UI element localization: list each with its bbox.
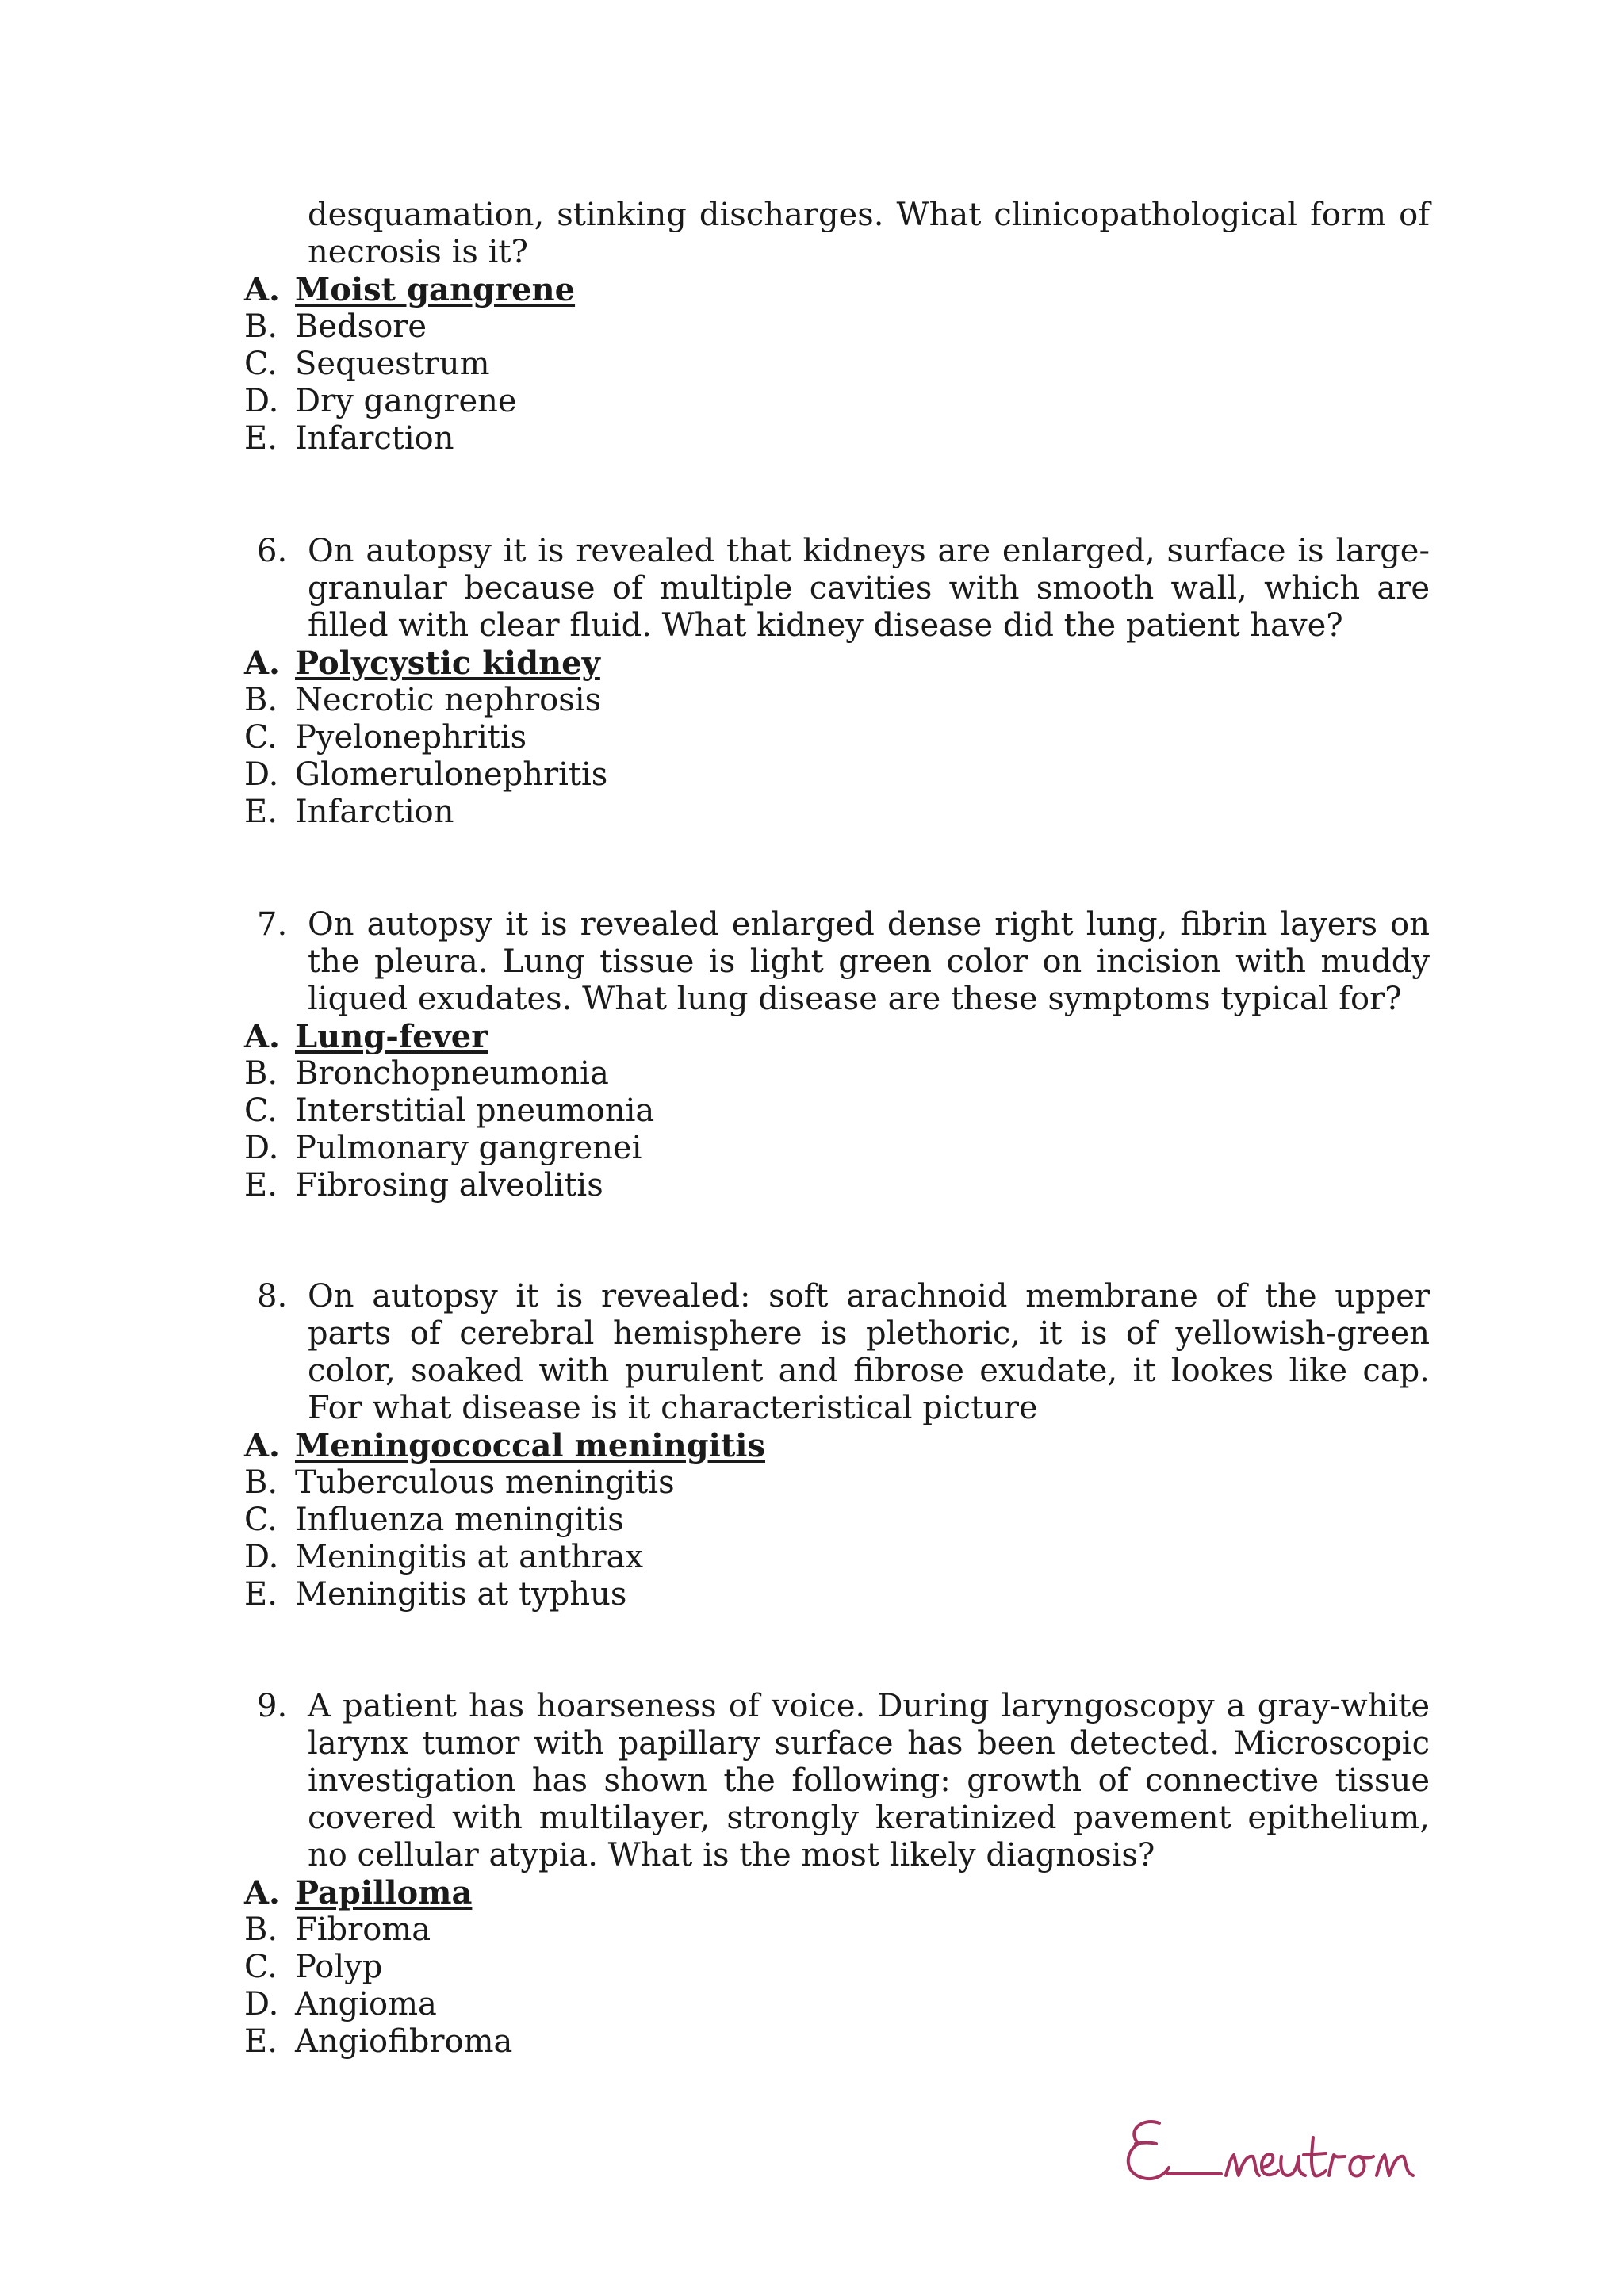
question-6-options [244,645,1430,831]
option: E. Meningitis at typhus [244,1576,627,1613]
question-number: 7. [257,906,288,943]
option-correct: A. Meningococcal meningitis [244,1427,766,1464]
option: C. Pyelonephritis [244,719,527,756]
question-6-text: 6. On autopsy it is revealed that kidneys are enlarged, surface is large-granular because of multiple cavities with smooth wall, which are filled with clear fluid. What kidney disease did the patient have? [257,533,1430,644]
option: B. Tuberculous meningitis [244,1464,675,1501]
question-6 [244,533,1430,831]
option: E. Infarction [244,794,454,830]
option: C. Polyp [244,1949,383,1985]
option-correct: A. Papilloma [244,1874,473,1911]
question-5-options [244,271,1430,457]
option: C. Sequestrum [244,346,490,382]
option: B. Necrotic nephrosis [244,682,602,718]
option: D. Glomerulonephritis [244,756,608,793]
option: D. Pulmonary gangrenei [244,1130,642,1166]
question-8-options [244,1427,1430,1613]
option-correct: A. Polycystic kidney [244,645,600,682]
question-number: 6. [257,533,288,569]
option: D. Dry gangrene [244,383,517,419]
option: D. Angioma [244,1986,437,2022]
question-8 [244,1278,1430,1613]
question-9 [244,1688,1430,2061]
question-7 [244,906,1430,1204]
option-correct: A. Moist gangrene [244,271,576,308]
option: E. Angiofibroma [244,2023,513,2060]
question-7-text: 7. On autopsy it is revealed enlarged dense right lung, fibrin layers on the pleura. Lung tissue is light green color on incision with muddy liqued exudates. What lung disease are these symptoms typical for? [257,906,1430,1017]
question-number: 8. [257,1278,288,1314]
option: B. Bronchopneumonia [244,1055,609,1092]
question-number: 9. [257,1688,288,1724]
option: B. Fibroma [244,1911,431,1948]
option-correct: A. Lung-fever [244,1018,488,1055]
question-9-text: 9. A patient has hoarseness of voice. During laryngoscopy a gray-white larynx tumor with papillary surface has been detected. Microscopic investigation has shown the following: growth of connective tissue covered with multilayer, strongly keratinized pavement epithelium, no cellular atypia. What is the most likely diagnosis? [257,1688,1430,1873]
option: E. Fibrosing alveolitis [244,1167,603,1203]
signature-logo [1118,2109,1435,2196]
question-7-options [244,1018,1430,1204]
option: C. Interstitial pneumonia [244,1093,655,1129]
option: D. Meningitis at anthrax [244,1539,644,1575]
question-5-text: desquamation, stinking discharges. What clinicopathological form of necrosis is it? [308,197,1430,270]
option: B. Bedsore [244,308,427,345]
option: C. Influenza meningitis [244,1502,624,1538]
question-9-options [244,1874,1430,2061]
question-8-text: 8. On autopsy it is revealed: soft arachnoid membrane of the upper parts of cerebral hemisphere is plethoric, it is of yellowish-green color, soaked with purulent and fibrose exudate, it lookes like cap. For what disease is it characteristical picture [257,1278,1430,1426]
question-5 [244,197,1430,457]
option: E. Infarction [244,420,454,457]
